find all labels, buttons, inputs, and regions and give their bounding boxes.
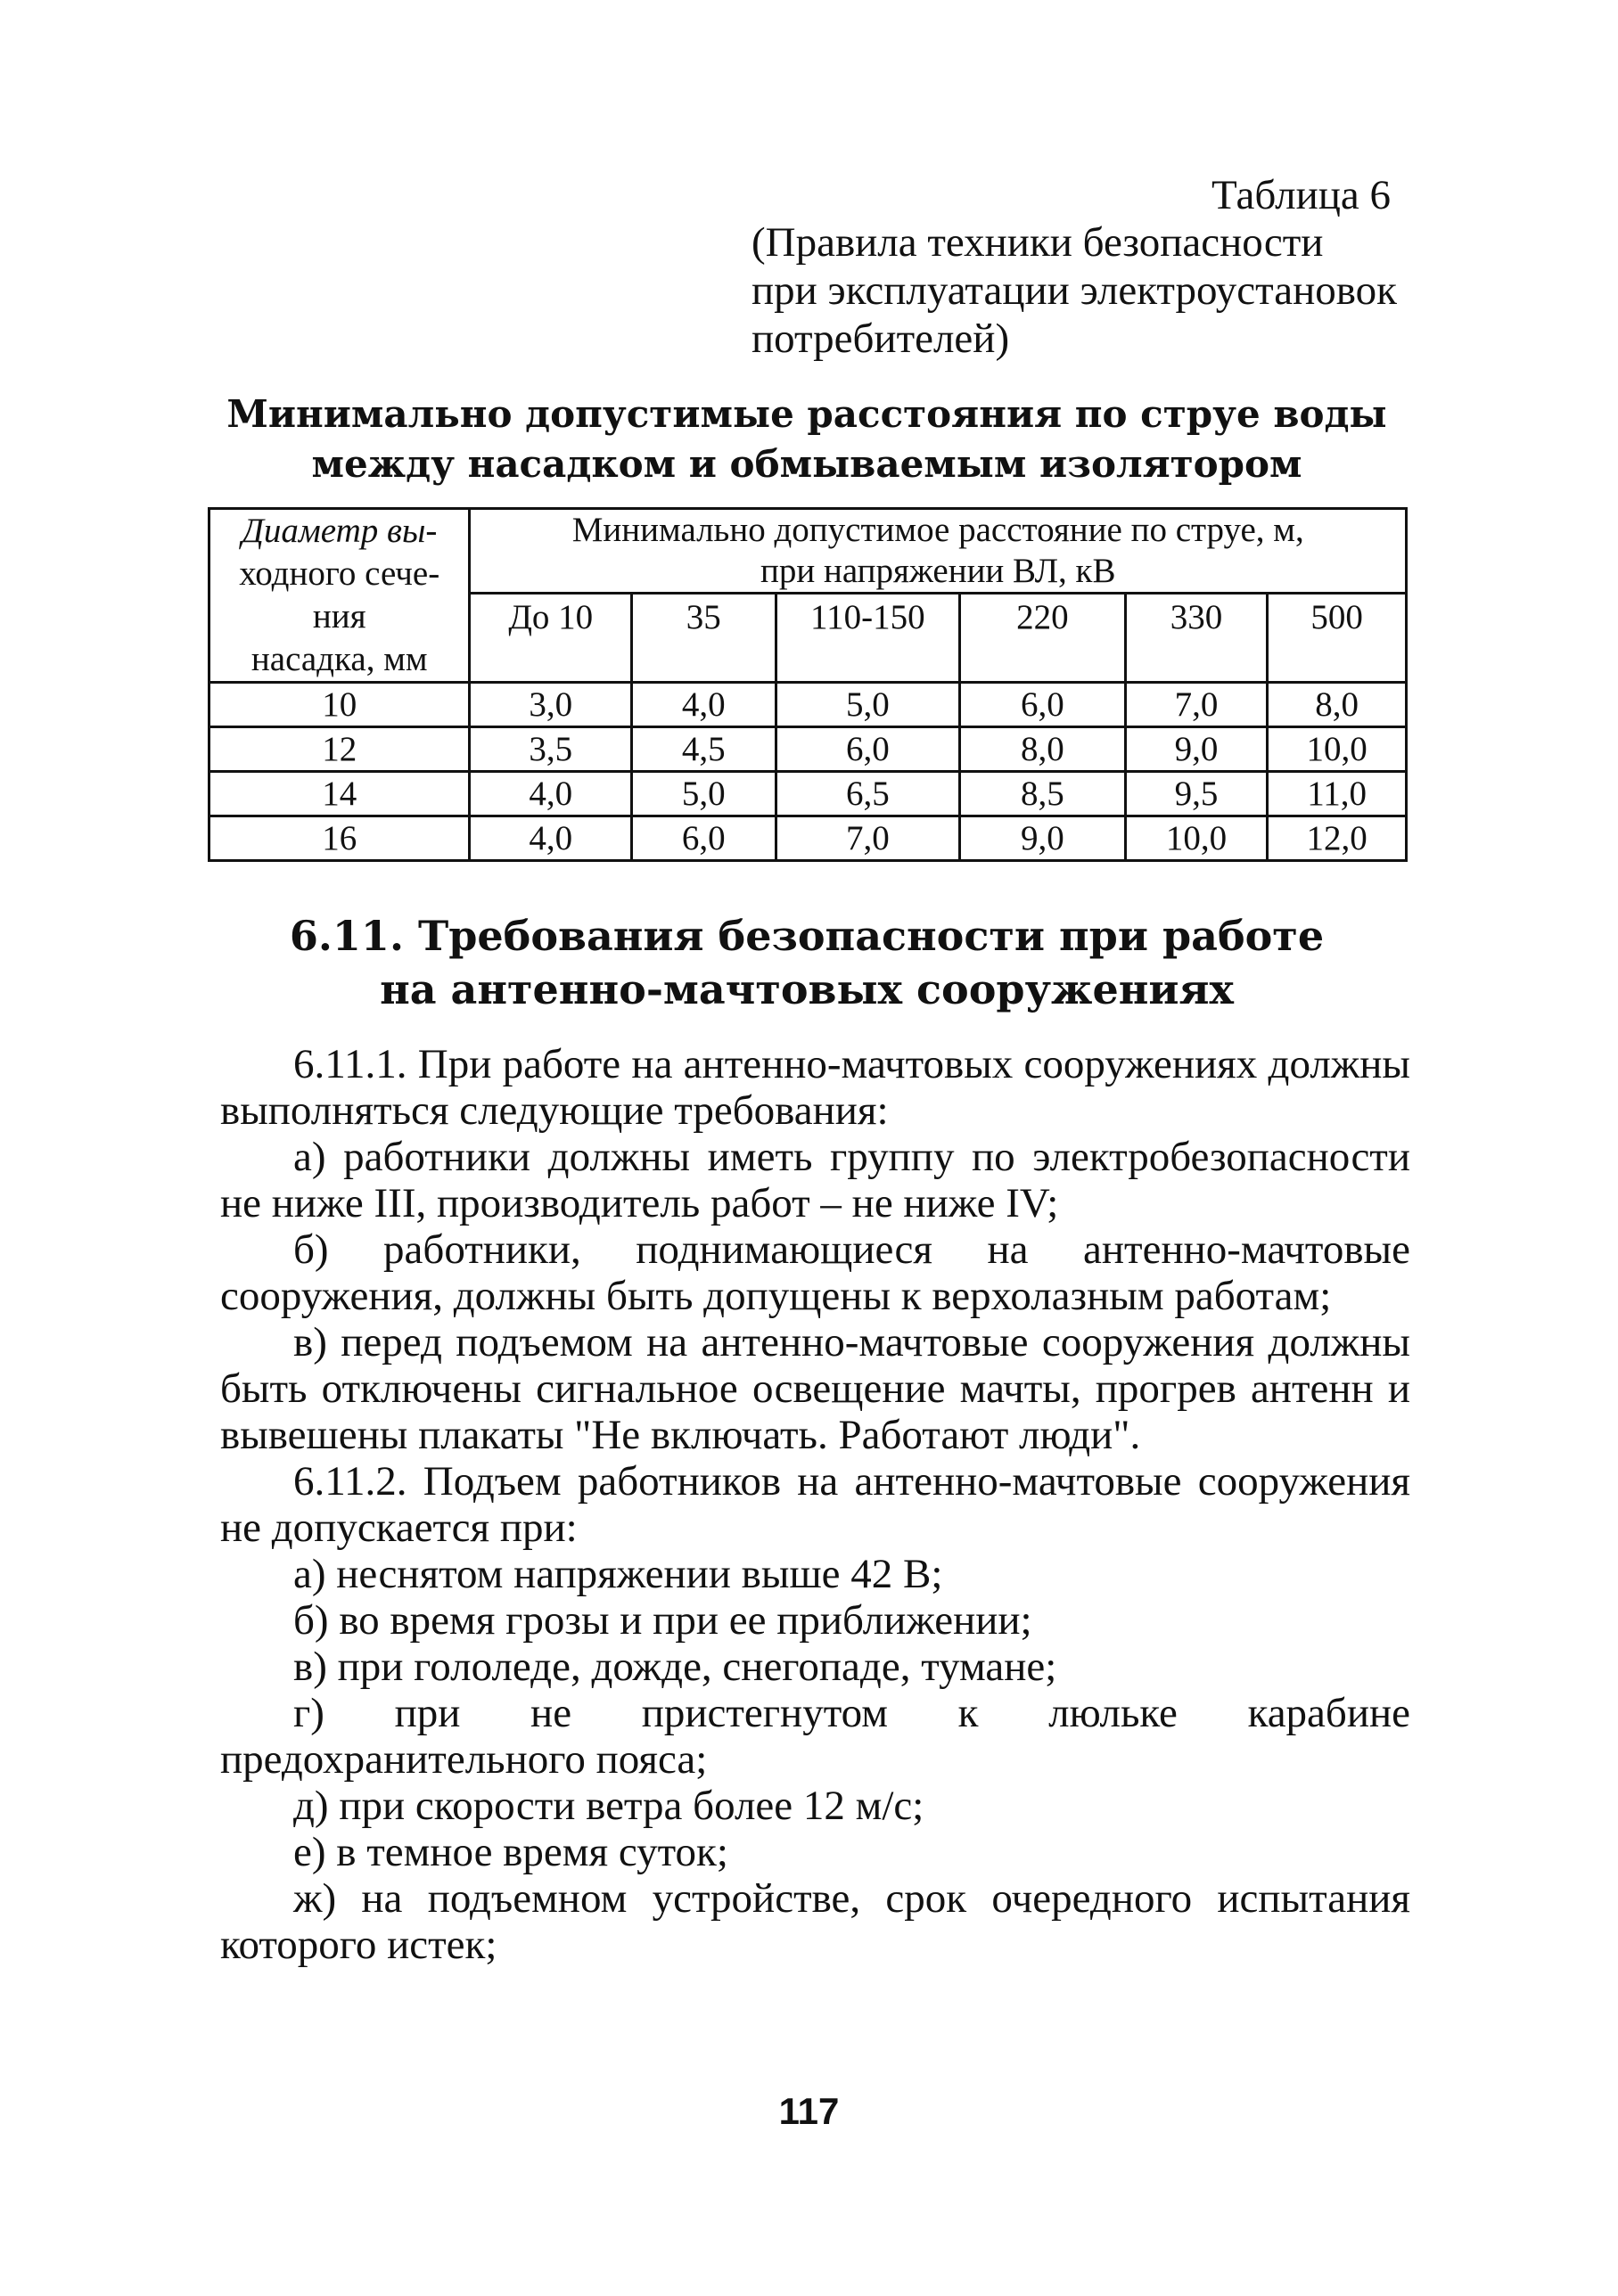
- table-title-line: между насадком и обмываемым изолятором: [311, 442, 1302, 486]
- table-cell: 8,5: [960, 772, 1126, 816]
- table-label: Таблица 6: [1211, 172, 1391, 218]
- paragraph: г) при не пристегнутом к люльке карабине предохранительного пояса;: [220, 1690, 1410, 1783]
- voltage-header: 330: [1125, 594, 1268, 683]
- table-cell: 5,0: [776, 683, 960, 727]
- paragraph: 6.11.2. Подъем работников на антенно-мачтовые сооружения не допускается при:: [220, 1458, 1410, 1551]
- table-cell: 10,0: [1268, 727, 1407, 772]
- voltage-header: До 10: [470, 594, 632, 683]
- table-cell: 3,0: [470, 683, 632, 727]
- table-row: [209, 727, 1407, 772]
- table-cell: 12,0: [1268, 816, 1407, 861]
- table-cell: 12: [209, 727, 470, 772]
- diameter-header-line: насадка, мм: [251, 640, 428, 678]
- table-cell: 10,0: [1125, 816, 1268, 861]
- table-cell: 10: [209, 683, 470, 727]
- table-cell: 4,0: [632, 683, 776, 727]
- table-cell: 3,5: [470, 727, 632, 772]
- paragraph: ж) на подъемном устройстве, срок очередного испытания которого истек;: [220, 1875, 1410, 1968]
- diameter-header: [209, 509, 470, 683]
- table-source-line: (Правила техники безопасности: [752, 219, 1324, 266]
- paragraph: а) работники должны иметь группу по электробезопасности не ниже III, производитель работ – не ниже IV;: [220, 1134, 1410, 1226]
- body-text: [220, 1041, 1410, 1968]
- distance-header-line: Минимально допустимое расстояние по струе, м,: [571, 511, 1304, 550]
- section-heading-line: 6.11. Требования безопасности при работе: [289, 912, 1325, 960]
- table-cell: 4,5: [632, 727, 776, 772]
- table-cell: 7,0: [1125, 683, 1268, 727]
- page-number: 117: [778, 2090, 840, 2132]
- table-cell: 8,0: [960, 727, 1126, 772]
- table-source: [752, 218, 1447, 363]
- paragraph: е) в темное время суток;: [293, 1829, 728, 1875]
- table-row: [209, 816, 1407, 861]
- distance-header-line: при напряжении ВЛ, кВ: [760, 552, 1116, 591]
- table-cell: 7,0: [776, 816, 960, 861]
- diameter-header-line: Диаметр вы-: [242, 512, 438, 550]
- table-cell: 16: [209, 816, 470, 861]
- table-title-line: Минимально допустимые расстояния по струе воды: [226, 392, 1387, 436]
- table-caption: [0, 171, 1391, 219]
- table-cell: 9,0: [1125, 727, 1268, 772]
- paragraph: а) неснятом напряжении выше 42 В;: [293, 1551, 943, 1597]
- paragraph: в) перед подъемом на антенно-мачтовые сооружения должны быть отключены сигнальное освещение мачты, прогрев антенн и вывешены плакаты "Не включать. Работают люди".: [220, 1319, 1410, 1458]
- diameter-header-line: ходного сече-: [239, 554, 440, 593]
- table-cell: 4,0: [470, 772, 632, 816]
- table-title: [205, 390, 1409, 489]
- paragraph: 6.11.1. При работе на антенно-мачтовых сооружениях должны выполняться следующие требования:: [220, 1041, 1410, 1134]
- section-heading-line: на антенно-мачтовых сооружениях: [380, 965, 1234, 1013]
- table-cell: 6,0: [776, 727, 960, 772]
- paragraph: б) во время грозы и при ее приближении;: [293, 1597, 1032, 1644]
- table-cell: 9,0: [960, 816, 1126, 861]
- voltage-header: 35: [632, 594, 776, 683]
- table-cell: 5,0: [632, 772, 776, 816]
- paragraph: в) при гололеде, дожде, снегопаде, тумане;: [293, 1644, 1057, 1690]
- table-source-line: при эксплуатации электроустановок: [752, 267, 1397, 314]
- table-cell: 11,0: [1268, 772, 1407, 816]
- section-heading: [205, 909, 1409, 1016]
- diameter-header-line: ния: [312, 597, 366, 636]
- voltage-header: 110-150: [776, 594, 960, 683]
- table-cell: 6,5: [776, 772, 960, 816]
- distance-table: [208, 507, 1408, 862]
- table-cell: 6,0: [960, 683, 1126, 727]
- table-row: [209, 683, 1407, 727]
- table-cell: 6,0: [632, 816, 776, 861]
- table-source-line: потребителей): [752, 316, 1010, 362]
- voltage-header: 220: [960, 594, 1126, 683]
- distance-header: [470, 509, 1407, 594]
- table-cell: 4,0: [470, 816, 632, 861]
- paragraph: б) работники, поднимающиеся на антенно-мачтовые сооружения, должны быть допущены к верхолазным работам;: [220, 1226, 1410, 1319]
- voltage-header: 500: [1268, 594, 1407, 683]
- table-cell: 14: [209, 772, 470, 816]
- table-cell: 8,0: [1268, 683, 1407, 727]
- paragraph: д) при скорости ветра более 12 м/с;: [293, 1783, 924, 1829]
- table-cell: 9,5: [1125, 772, 1268, 816]
- table-row: [209, 772, 1407, 816]
